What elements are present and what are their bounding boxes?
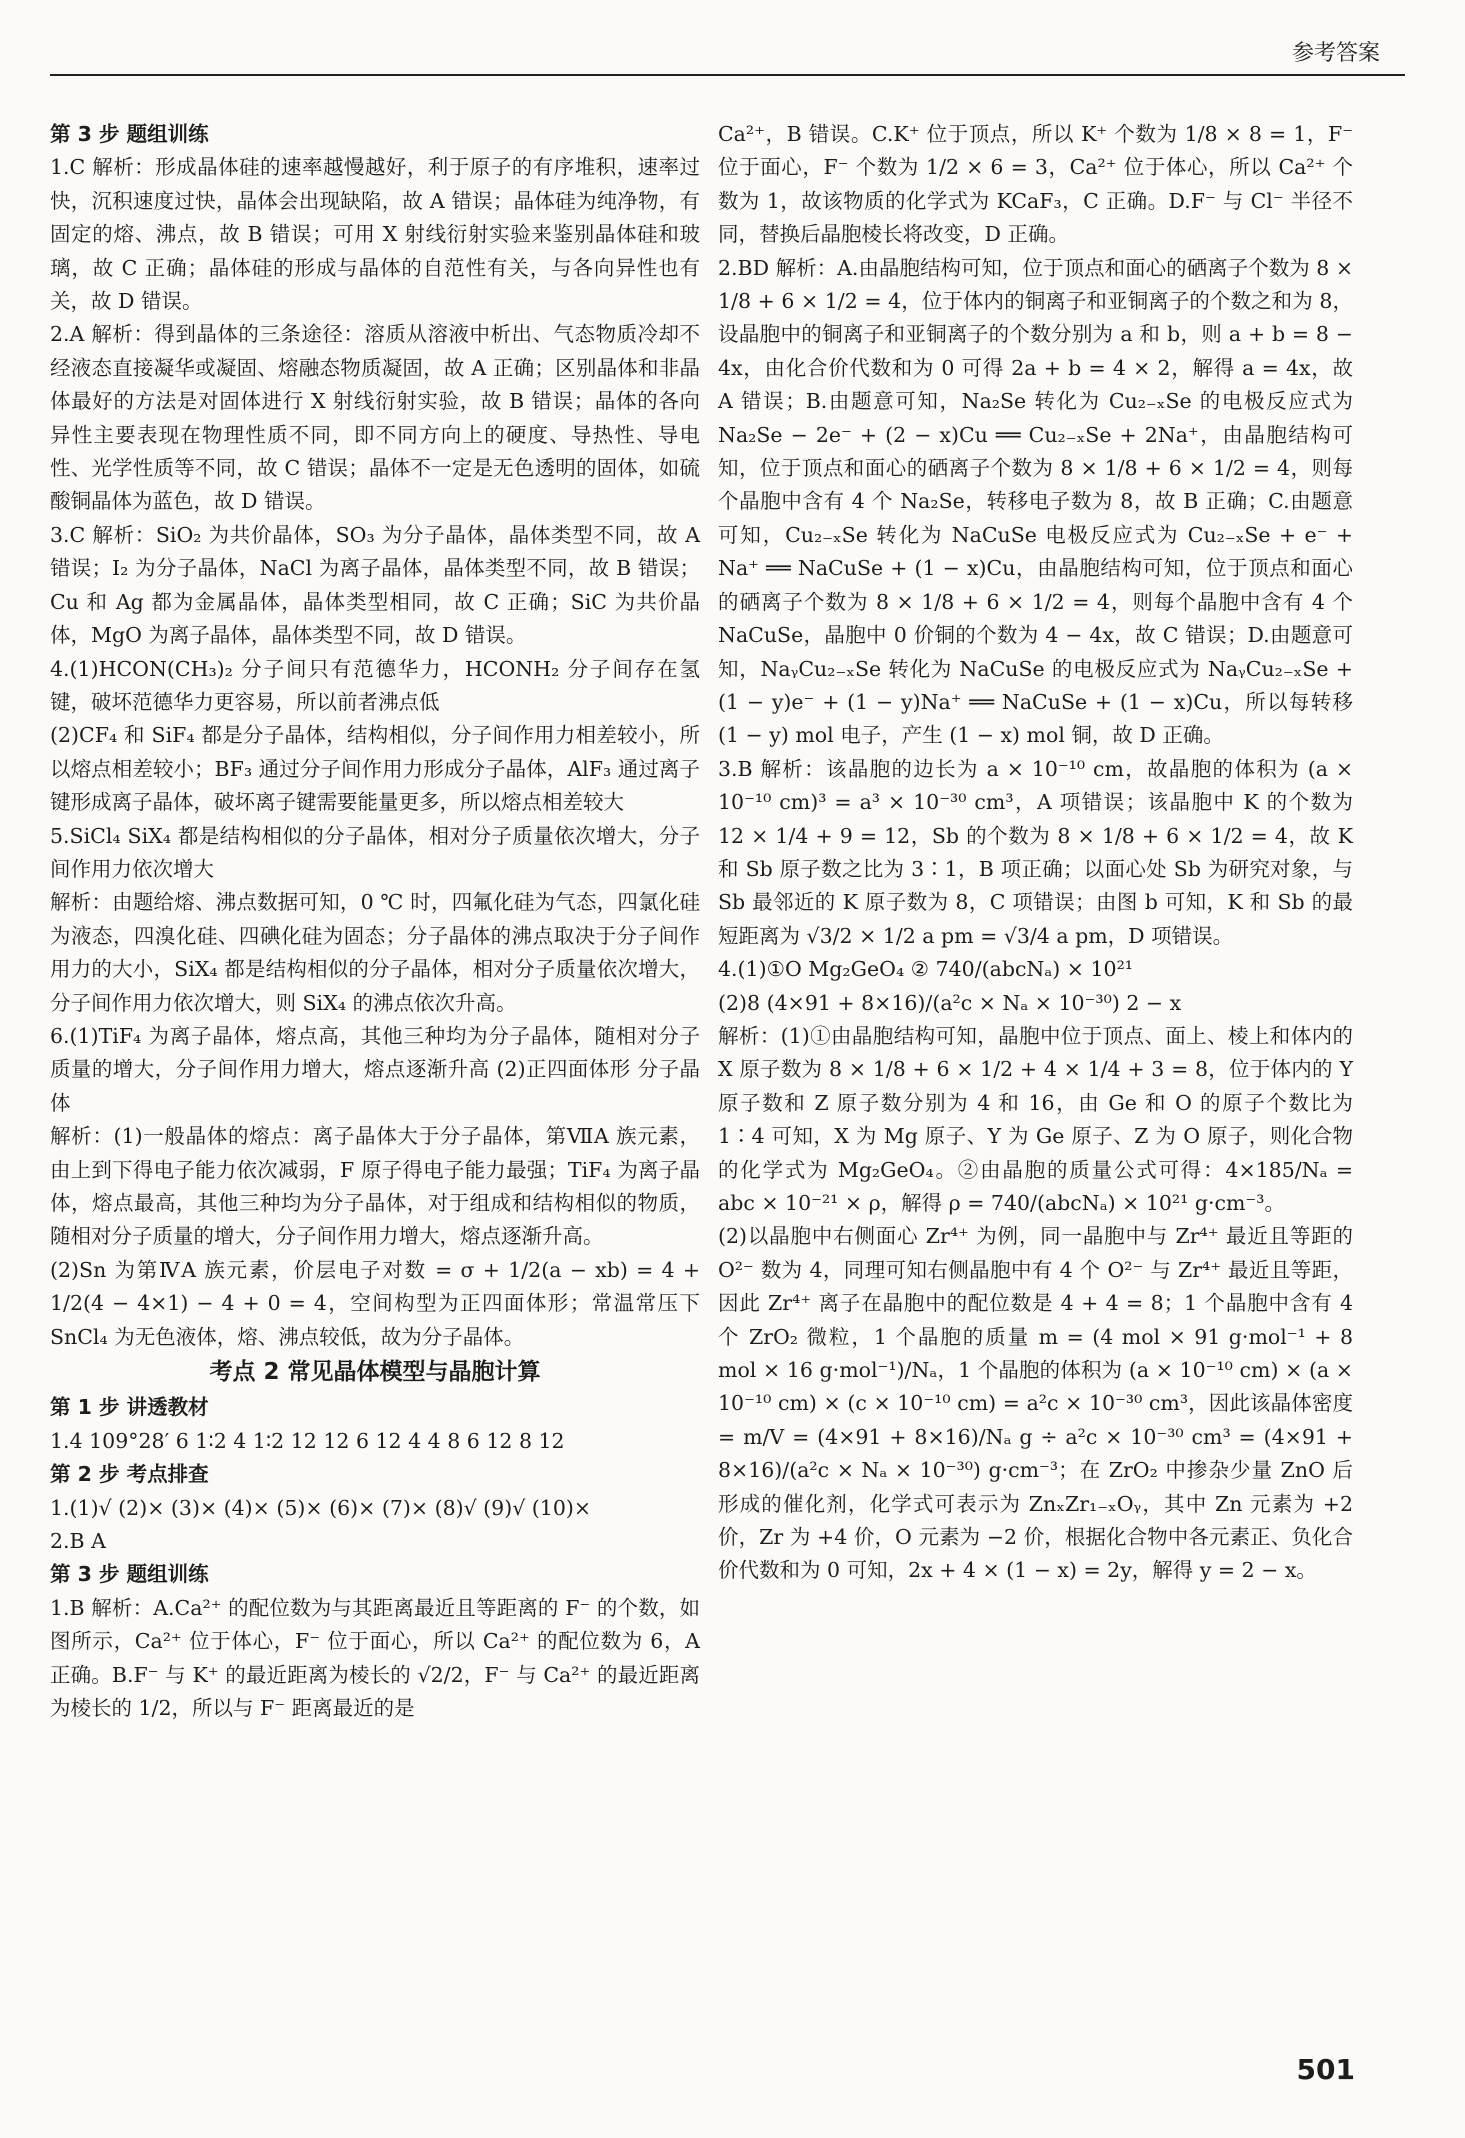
answer-paragraph: 1.4 109°28′ 6 1∶2 4 1∶2 12 12 6 12 4 4 8 6 12 8 12 <box>50 1428 565 1453</box>
page-header <box>0 0 1465 70</box>
answer-paragraph: 解析：(1)一般晶体的熔点：离子晶体大于分子晶体，第ⅦA 族元素，由上到下得电子能力依次减弱，F 原子得电子能力最强；TiF₄ 为离子晶体，熔点最高，其他三种均为分子晶体，对于组成和结构相似的物质，随相对分子质量的增大，分子间作用力增大，熔点逐渐升高。 <box>50 1124 700 1249</box>
answer-paragraph: 4.(1)①O Mg₂GeO₄ ② 740/(abcNₐ) × 10²¹ <box>718 957 1134 982</box>
step-heading: 第 2 步 考点排查 <box>50 1462 209 1487</box>
answer-paragraph: 1.(1)√ (2)× (3)× (4)× (5)× (6)× (7)× (8)√ (9)√ (10)× <box>50 1495 592 1520</box>
answer-paragraph: (2)以晶胞中右侧面心 Zr⁴⁺ 为例，同一晶胞中与 Zr⁴⁺ 最近且等距的 O²⁻ 数为 4，同理可知右侧晶胞中有 4 个 O²⁻ 与 Zr⁴⁺ 最近且等距，因此 Zr⁴⁺ 离子在晶胞中的配位数是 4 + 4 = 8；1 个晶胞中含有 4 个 ZrO₂ 微粒，1 个晶胞的质量 m = (4 mol × 91 g·mol⁻¹ + 8 mol × 16 g·mol⁻¹)/Nₐ，1 个晶胞的体积为 (a × 10⁻¹⁰ cm) × (a × 10⁻¹⁰ cm) × (c × 10⁻¹⁰ cm) = a²c × 10⁻³⁰ cm³，因此该晶体密度 = m/V = (4×91 + 8×16)/Nₐ g ÷ a²c × 10⁻³⁰ cm³ = (4×91 + 8×16)/(a²c × Nₐ × 10⁻³⁰) g·cm⁻³；在 ZrO₂ 中掺杂少量 ZnO 后形成的催化剂，化学式可表示为 ZnₓZr₁₋ₓOᵧ，其中 Zn 元素为 +2 价，Zr 为 +4 价，O 元素为 −2 价，根据化合物中各元素正、负化合价代数和为 0 可知，2x + 4 × (1 − x) = 2y，解得 y = 2 − x。 <box>718 1224 1353 1583</box>
answer-paragraph: 6.(1)TiF₄ 为离子晶体，熔点高，其他三种均为分子晶体，随相对分子质量的增大，分子间作用力增大，熔点逐渐升高 (2)正四面体形 分子晶体 <box>50 1023 700 1115</box>
page-number: 501 <box>1296 2053 1355 2086</box>
answer-paragraph: 3.C 解析：SiO₂ 为共价晶体，SO₃ 为分子晶体，晶体类型不同，故 A 错误；I₂ 为分子晶体，NaCl 为离子晶体，晶体类型不同，故 B 错误；Cu 和 Ag 都为金属晶体，晶体类型相同，故 C 正确；SiC 为共价晶体，MgO 为离子晶体，晶体类型不同，故 D 错误。 <box>50 522 700 648</box>
answer-paragraph: 2.A 解析：得到晶体的三条途径：溶质从溶液中析出、气态物质冷却不经液态直接凝华或凝固、熔融态物质凝固，故 A 正确；区别晶体和非晶体最好的方法是对固体进行 X 射线衍射实验，故 B 错误；晶体的各向异性主要表现在物理性质不同，即不同方向上的硬度、导热性、导电性、光学性质等不同，故 C 错误；晶体不一定是无色透明的固体，如硫酸铜晶体为蓝色，故 D 错误。 <box>50 322 700 514</box>
right-column <box>718 118 1353 1588</box>
step-heading: 第 3 步 题组训练 <box>50 122 209 146</box>
answer-paragraph: 5.SiCl₄ SiX₄ 都是结构相似的分子晶体，相对分子质量依次增大，分子间作用力依次增大 <box>50 823 700 881</box>
left-column <box>50 118 700 1726</box>
answer-paragraph: 4.(1)HCON(CH₃)₂ 分子间只有范德华力，HCONH₂ 分子间存在氢键，破坏范德华力更容易，所以前者沸点低 <box>50 656 700 714</box>
answer-paragraph: 1.C 解析：形成晶体硅的速率越慢越好，利于原子的有序堆积，速率过快，沉积速度过快，晶体会出现缺陷，故 A 错误；晶体硅为纯净物，有固定的熔、沸点，故 B 错误；可用 X 射线衍射实验来鉴别晶体硅和玻璃，故 C 正确；晶体硅的形成与晶体的自范性有关，与各向异性也有关，故 D 错误。 <box>50 155 700 314</box>
step-heading: 第 1 步 讲透教材 <box>50 1395 209 1420</box>
answer-paragraph: (2)8 (4×91 + 8×16)/(a²c × Nₐ × 10⁻³⁰) 2 − x <box>718 990 1182 1015</box>
answer-paragraph: 2.B A <box>50 1529 106 1554</box>
header-rule <box>50 74 1405 76</box>
answer-paragraph: 2.BD 解析：A.由晶胞结构可知，位于顶点和面心的硒离子个数为 8 × 1/8 + 6 × 1/2 = 4，位于体内的铜离子和亚铜离子的个数之和为 8，设晶胞中的铜离子和亚铜离子的个数分别为 a 和 b，则 a + b = 8 − 4x，由化合价代数和为 0 可得 2a + b = 4 × 2，解得 a = 4x，故 A 错误；B.由题意可知，Na₂Se 转化为 Cu₂₋ₓSe 的电极反应式为 Na₂Se − 2e⁻ + (2 − x)Cu ══ Cu₂₋ₓSe + 2Na⁺，由晶胞结构可知，位于顶点和面心的硒离子个数为 8 × 1/8 + 6 × 1/2 = 4，则每个晶胞中含有 4 个 Na₂Se，转移电子数为 8，故 B 正确；C.由题意可知，Cu₂₋ₓSe 转化为 NaCuSe 电极反应式为 Cu₂₋ₓSe + e⁻ + Na⁺ ══ NaCuSe + (1 − x)Cu，由晶胞结构可知，位于顶点和面心的硒离子个数为 8 × 1/8 + 6 × 1/2 = 4，则每个晶胞中含有 4 个 NaCuSe，晶胞中 0 价铜的个数为 4 − 4x，故 C 错误；D.由题意可知，NaᵧCu₂₋ₓSe 转化为 NaCuSe 的电极反应式为 NaᵧCu₂₋ₓSe + (1 − y)e⁻ + (1 − y)Na⁺ ══ NaCuSe + (1 − x)Cu，所以每转移 (1 − y) mol 电子，产生 (1 − x) mol 铜，故 D 正确。 <box>718 255 1353 748</box>
answer-paragraph: 解析：由题给熔、沸点数据可知，0 ℃ 时，四氟化硅为气态，四氯化硅为液态，四溴化硅、四碘化硅为固态；分子晶体的沸点取决于分子间作用力的大小，SiX₄ 都是结构相似的分子晶体，相对分子质量依次增大，分子间作用力依次增大，则 SiX₄ 的沸点依次升高。 <box>50 890 700 1015</box>
answer-paragraph: 1.B 解析：A.Ca²⁺ 的配位数为与其距离最近且等距离的 F⁻ 的个数，如图所示，Ca²⁺ 位于体心，F⁻ 位于面心，所以 Ca²⁺ 的配位数为 6，A 正确。B.F⁻ 与 K⁺ 的最近距离为棱长的 √2/2，F⁻ 与 Ca²⁺ 的最近距离为棱长的 1/2，所以与 F⁻ 距离最近的是 <box>50 1595 700 1721</box>
answer-paragraph: Ca²⁺，B 错误。C.K⁺ 位于顶点，所以 K⁺ 个数为 1/8 × 8 = 1，F⁻ 位于面心，F⁻ 个数为 1/2 × 6 = 3，Ca²⁺ 位于体心，所以 Ca²⁺ 个数为 1，故该物质的化学式为 KCaF₃，C 正确。D.F⁻ 与 Cl⁻ 半径不同，替换后晶胞棱长将改变，D 正确。 <box>718 122 1353 247</box>
step-heading: 第 3 步 题组训练 <box>50 1562 209 1587</box>
answer-paragraph: 3.B 解析：该晶胞的边长为 a × 10⁻¹⁰ cm，故晶胞的体积为 (a × 10⁻¹⁰ cm)³ = a³ × 10⁻³⁰ cm³，A 项错误；该晶胞中 K 的个数为 12 × 1/4 + 9 = 12，Sb 的个数为 8 × 1/8 + 6 × 1/2 = 4，故 K 和 Sb 原子数之比为 3∶1，B 项正确；以面心处 Sb 为研究对象，与 Sb 最邻近的 K 原子数为 8，C 项错误；由图 b 可知，K 和 Sb 的最短距离为 √3/2 × 1/2 a pm = √3/4 a pm，D 项错误。 <box>718 756 1353 948</box>
answer-paragraph: 解析：(1)①由晶胞结构可知，晶胞中位于顶点、面上、棱上和体内的 X 原子数为 8 × 1/8 + 6 × 1/2 + 4 × 1/4 + 3 = 8，位于体内的 Y 原子数和 Z 原子数分别为 4 和 16，由 Ge 和 O 的原子个数比为 1∶4 可知，X 为 Mg 原子、Y 为 Ge 原子、Z 为 O 原子，则化合物的化学式为 Mg₂GeO₄。②由晶胞的质量公式可得：4×185/Nₐ = abc × 10⁻²¹ × ρ，解得 ρ = 740/(abcNₐ) × 10²¹ g·cm⁻³。 <box>718 1023 1353 1215</box>
header-title: 参考答案 <box>1291 41 1380 66</box>
section-heading: 考点 2 常见晶体模型与晶胞计算 <box>209 1359 541 1386</box>
answer-paragraph: (2)Sn 为第ⅣA 族元素，价层电子对数 = σ + 1/2(a − xb) = 4 + 1/2(4 − 4×1) − 4 + 0 = 4，空间构型为正四面体形；常温常压下 SnCl₄ 为无色液体，熔、沸点较低，故为分子晶体。 <box>50 1257 700 1349</box>
answer-paragraph: (2)CF₄ 和 SiF₄ 都是分子晶体，结构相似，分子间作用力相差较小，所以熔点相差较小；BF₃ 通过分子间作用力形成分子晶体，AlF₃ 通过离子键形成离子晶体，破坏离子键需要能量更多，所以熔点相差较大 <box>50 723 700 815</box>
